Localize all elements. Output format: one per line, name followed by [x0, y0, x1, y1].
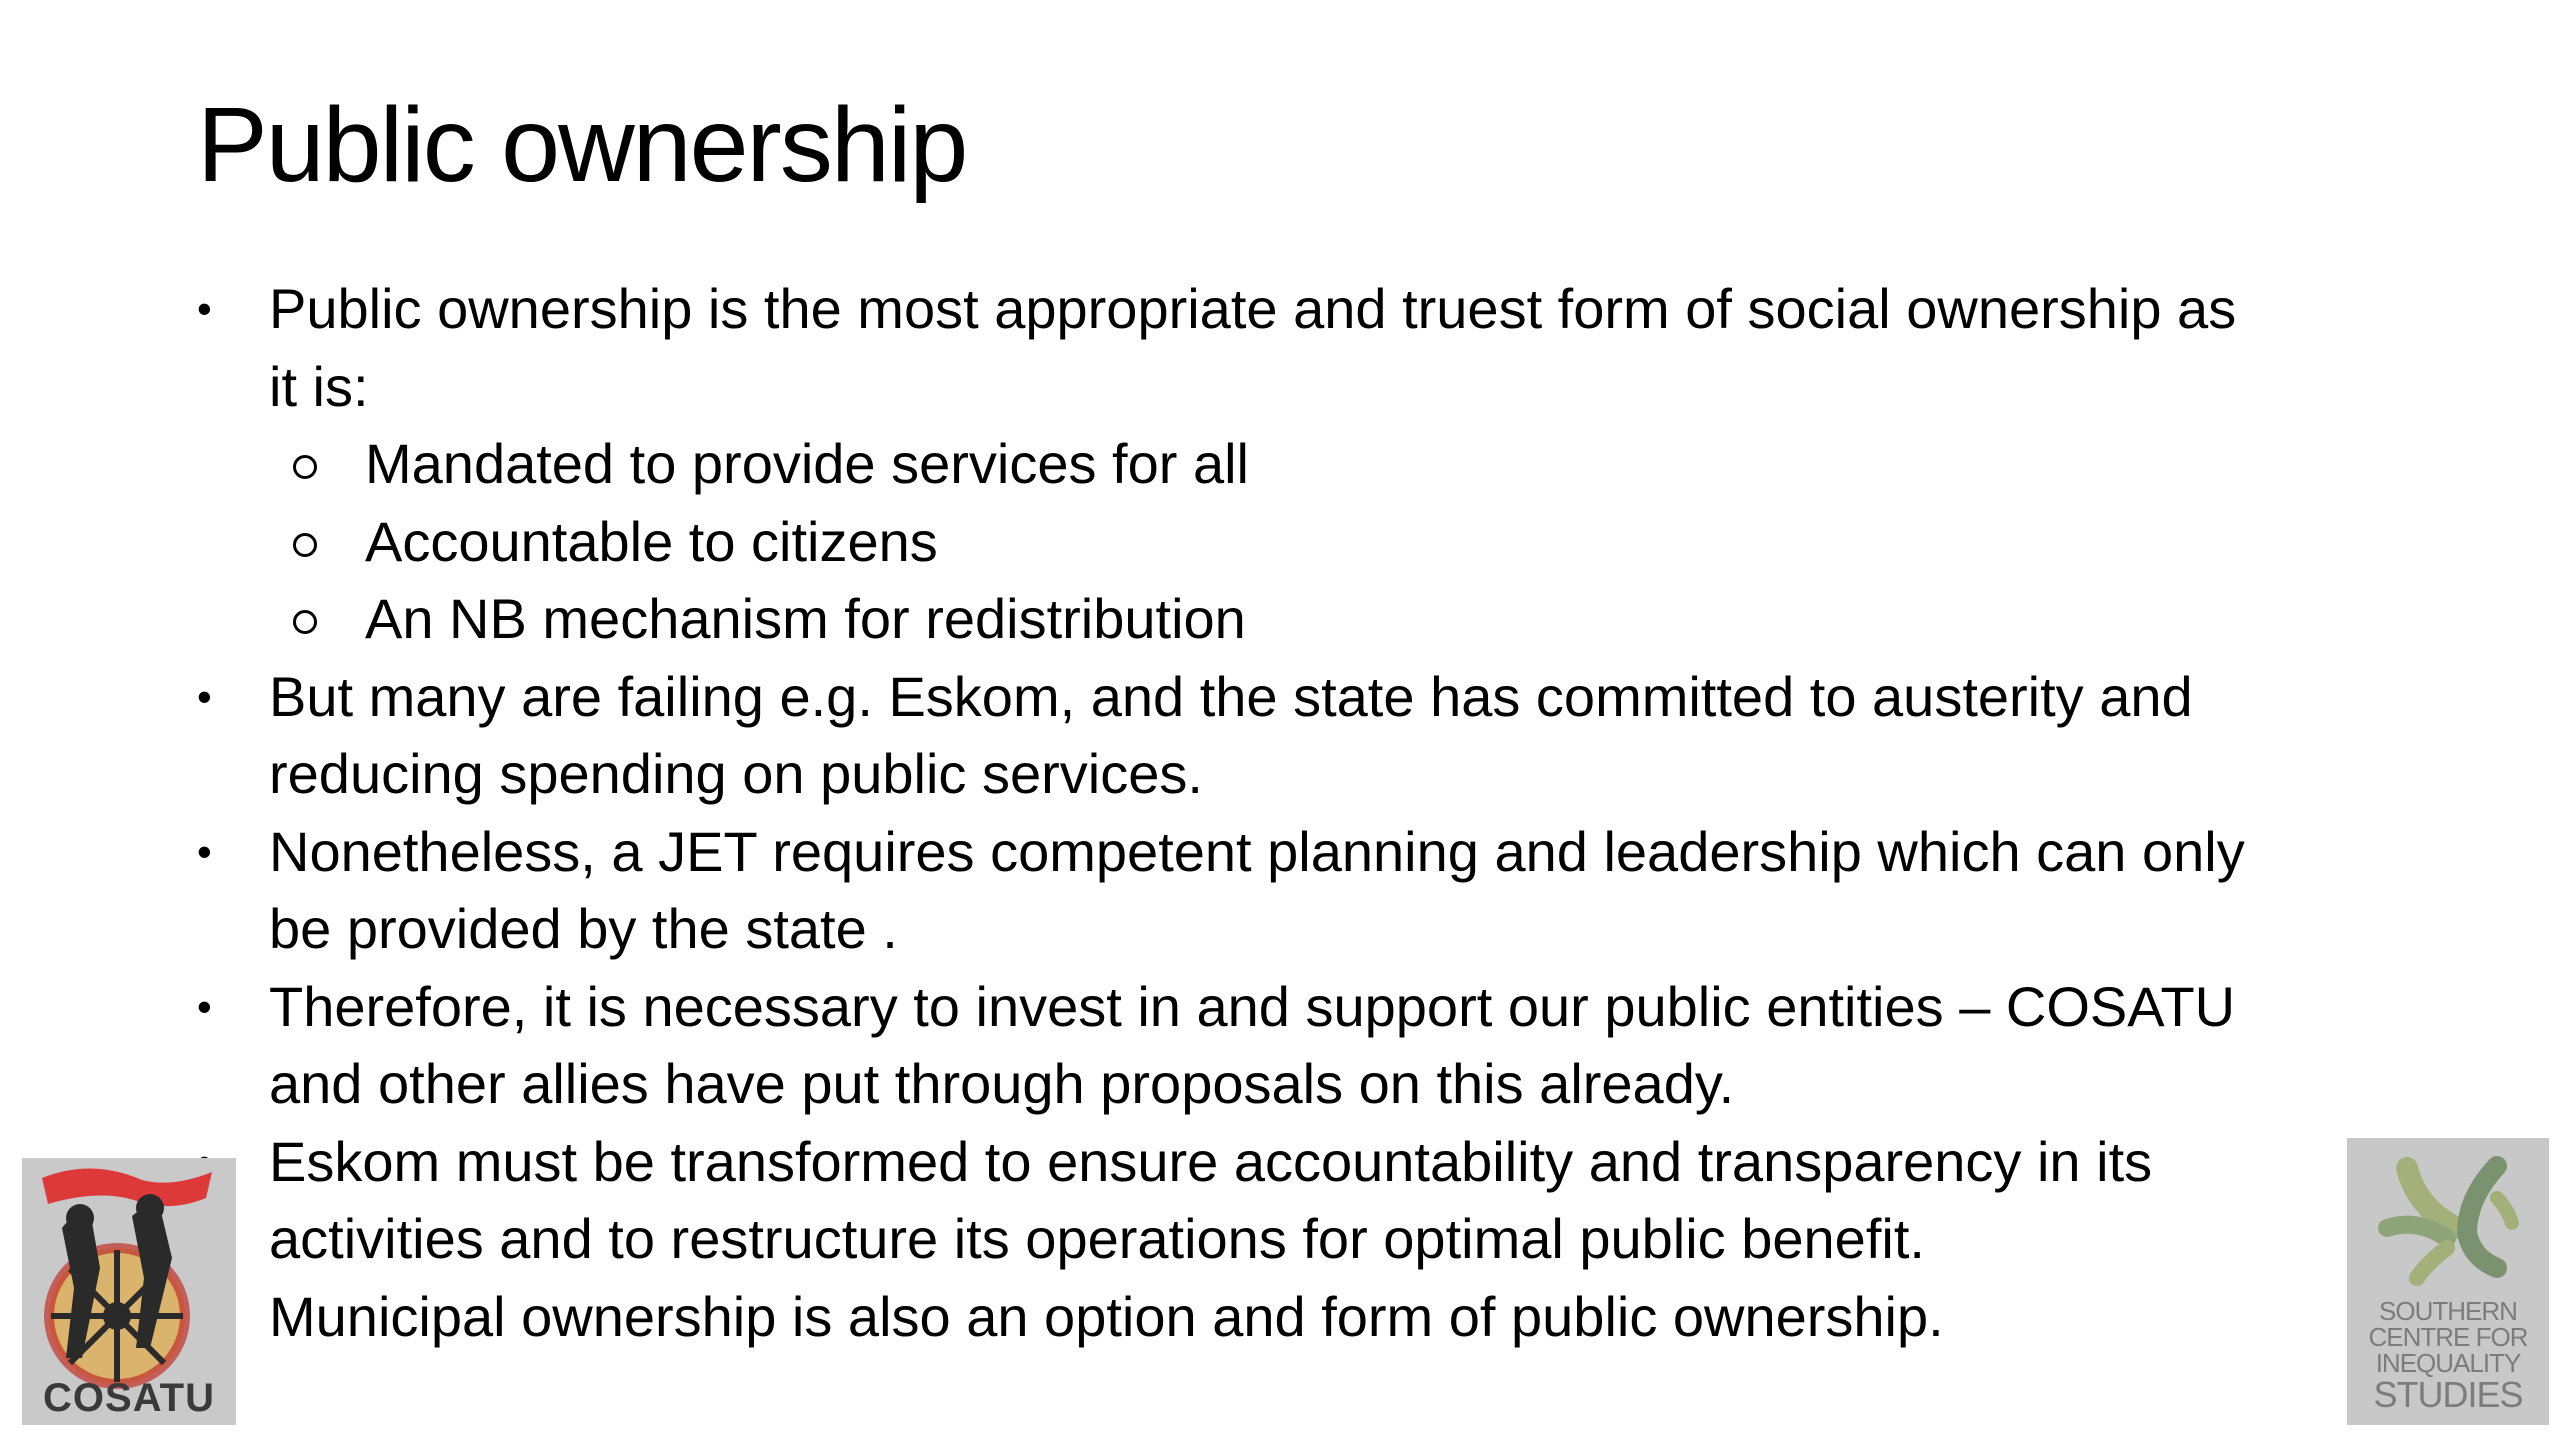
bullet-line: Nonetheless, a JET requires competent planning and leadership which can only: [269, 819, 2245, 883]
scis-logo-line: SOUTHERN: [2379, 1296, 2517, 1326]
sub-bullet-item: [197, 580, 2397, 658]
sub-bullet-text: Mandated to provide services for all: [365, 432, 1249, 495]
sub-bullet-text: Accountable to citizens: [365, 509, 938, 573]
bullet-marker: •: [197, 982, 212, 1030]
bullet-marker: •: [197, 285, 212, 332]
scis-logo-icon: [2347, 1138, 2549, 1288]
bullet-line: it is:: [269, 354, 369, 418]
bullet-line: Municipal ownership is also an option and form of public ownership.: [269, 1284, 1944, 1348]
bullet-item: [197, 1278, 2397, 1356]
scis-logo: [2347, 1138, 2549, 1425]
bullet-line: But many are failing e.g. Eskom, and the state has committed to austerity and: [269, 664, 2193, 728]
cosatu-logo: [22, 1158, 236, 1425]
bullet-line: Public ownership is the most appropriate and truest form of social ownership as: [269, 277, 2237, 340]
scis-logo-line: INEQUALITY: [2375, 1348, 2521, 1378]
bullet-marker: •: [197, 672, 212, 720]
bullet-marker: •: [197, 827, 212, 875]
bullet-item: [197, 1123, 2397, 1278]
bullet-line: Therefore, it is necessary to invest in and support our public entities – COSATU: [269, 974, 2236, 1038]
bullet-line: reducing spending on public services.: [269, 742, 1203, 805]
bullet-line: Eskom must be transformed to ensure accountability and transparency in its: [269, 1129, 2153, 1193]
scis-logo-line: STUDIES: [2373, 1374, 2523, 1415]
sub-bullet-text: An NB mechanism for redistribution: [365, 587, 1246, 650]
bullet-item: [197, 270, 2397, 425]
bullet-item: [197, 813, 2397, 968]
sub-bullet-item: [197, 425, 2397, 503]
hollow-circle-bullet-icon: [293, 533, 317, 557]
cosatu-logo-text: COSATU: [43, 1376, 215, 1420]
hollow-circle-bullet-icon: [293, 455, 317, 479]
bullet-item: [197, 968, 2397, 1123]
sub-bullet-item: [197, 503, 2397, 581]
slide-title: Public ownership: [197, 86, 967, 204]
bullet-line: activities and to restructure its operations for optimal public benefit.: [269, 1207, 1925, 1270]
bullet-line: be provided by the state .: [269, 897, 898, 960]
hollow-circle-bullet-icon: [293, 610, 317, 634]
bullet-list: [197, 270, 2397, 1355]
bullet-line: and other allies have put through proposals on this already.: [269, 1052, 1735, 1115]
scis-logo-line: CENTRE FOR: [2368, 1322, 2528, 1352]
bullet-item: [197, 658, 2397, 813]
